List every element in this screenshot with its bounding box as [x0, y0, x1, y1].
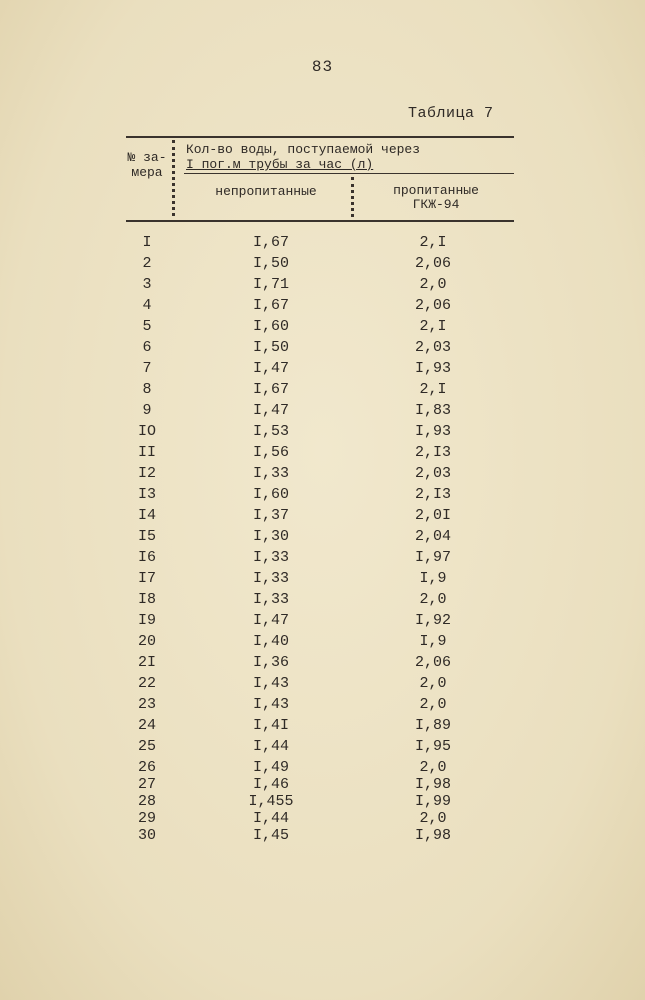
value-impregnated: I,95: [414, 738, 451, 755]
value-unimpregnated: I,45: [252, 827, 289, 844]
value-impregnated: 2,I: [419, 234, 447, 251]
value-impregnated: I,93: [414, 360, 451, 377]
value-unimpregnated: I,43: [252, 675, 289, 692]
table-row: [0, 507, 645, 527]
row-number: 3: [142, 276, 152, 293]
header-number-line: № за-: [127, 150, 167, 165]
value-unimpregnated: I,50: [252, 339, 289, 356]
header-main-line: I пог.м трубы за час (л): [186, 157, 374, 172]
table-row: [0, 318, 645, 338]
table-row: [0, 381, 645, 401]
header-measurement-number: [124, 150, 170, 180]
header-impregnated-line: пропитанные: [393, 183, 479, 198]
row-number: I5: [137, 528, 156, 545]
table-row: [0, 297, 645, 317]
value-unimpregnated: I,47: [252, 360, 289, 377]
value-unimpregnated: I,4I: [252, 717, 289, 734]
row-number: I2: [137, 465, 156, 482]
value-unimpregnated: I,67: [252, 297, 289, 314]
row-number: I9: [137, 612, 156, 629]
row-number: 26: [137, 759, 156, 776]
value-unimpregnated: I,33: [252, 465, 289, 482]
value-unimpregnated: I,46: [252, 776, 289, 793]
value-impregnated: I,9: [419, 633, 447, 650]
table-row: [0, 696, 645, 716]
value-impregnated: 2,I: [419, 381, 447, 398]
table-row: [0, 612, 645, 632]
value-unimpregnated: I,44: [252, 810, 289, 827]
value-unimpregnated: I,56: [252, 444, 289, 461]
value-unimpregnated: I,47: [252, 612, 289, 629]
table-row: [0, 255, 645, 275]
header-impregnated: [356, 184, 516, 212]
value-impregnated: 2,0: [419, 810, 447, 827]
header-impregnated-line: ГКЖ-94: [412, 197, 460, 212]
value-unimpregnated: I,47: [252, 402, 289, 419]
value-impregnated: 2,0: [419, 696, 447, 713]
row-number: 8: [142, 381, 152, 398]
value-impregnated: 2,03: [414, 339, 451, 356]
table-row: [0, 402, 645, 422]
header-unimpregnated: непропитанные: [215, 184, 317, 199]
header-sub-rule: [184, 173, 514, 174]
row-number: I4: [137, 507, 156, 524]
value-unimpregnated: I,67: [252, 381, 289, 398]
value-impregnated: 2,0: [419, 675, 447, 692]
value-unimpregnated: I,33: [252, 591, 289, 608]
table-row: [0, 591, 645, 611]
table-row: [0, 738, 645, 758]
table-row: [0, 654, 645, 674]
table-row: [0, 234, 645, 254]
value-impregnated: 2,0: [419, 591, 447, 608]
value-impregnated: I,97: [414, 549, 451, 566]
table-row: [0, 827, 645, 847]
subcolumn-divider-dotted: [351, 177, 354, 217]
row-number: 5: [142, 318, 152, 335]
row-number: 20: [137, 633, 156, 650]
header-bottom-rule: [126, 220, 514, 222]
table-row: [0, 444, 645, 464]
row-number: 4: [142, 297, 152, 314]
row-number: I8: [137, 591, 156, 608]
value-impregnated: 2,06: [414, 255, 451, 272]
row-number: I: [142, 234, 152, 251]
table-row: [0, 717, 645, 737]
row-number: 7: [142, 360, 152, 377]
row-number: 29: [137, 810, 156, 827]
row-number: I6: [137, 549, 156, 566]
value-impregnated: I,98: [414, 827, 451, 844]
table-row: [0, 360, 645, 380]
value-unimpregnated: I,33: [252, 570, 289, 587]
table-row: [0, 276, 645, 296]
value-impregnated: 2,I3: [414, 486, 451, 503]
value-impregnated: 2,03: [414, 465, 451, 482]
row-number: 27: [137, 776, 156, 793]
table-row: [0, 339, 645, 359]
value-impregnated: 2,06: [414, 297, 451, 314]
table-row: [0, 675, 645, 695]
row-number: 2: [142, 255, 152, 272]
header-number-line: мера: [131, 165, 163, 180]
row-number: 28: [137, 793, 156, 810]
value-impregnated: 2,06: [414, 654, 451, 671]
value-impregnated: I,9: [419, 570, 447, 587]
value-impregnated: I,92: [414, 612, 451, 629]
value-impregnated: 2,0: [419, 759, 447, 776]
value-impregnated: I,89: [414, 717, 451, 734]
value-unimpregnated: I,44: [252, 738, 289, 755]
value-unimpregnated: I,455: [248, 793, 294, 810]
row-number: 23: [137, 696, 156, 713]
value-impregnated: I,83: [414, 402, 451, 419]
value-impregnated: I,93: [414, 423, 451, 440]
value-unimpregnated: I,60: [252, 318, 289, 335]
value-impregnated: 2,04: [414, 528, 451, 545]
row-number: I3: [137, 486, 156, 503]
value-unimpregnated: I,43: [252, 696, 289, 713]
table-top-rule: [126, 136, 514, 138]
value-unimpregnated: I,49: [252, 759, 289, 776]
page-number: 83: [311, 58, 334, 76]
row-number: 2I: [137, 654, 156, 671]
value-unimpregnated: I,71: [252, 276, 289, 293]
row-number: 22: [137, 675, 156, 692]
row-number: 24: [137, 717, 156, 734]
value-unimpregnated: I,37: [252, 507, 289, 524]
value-unimpregnated: I,53: [252, 423, 289, 440]
value-unimpregnated: I,50: [252, 255, 289, 272]
value-unimpregnated: I,60: [252, 486, 289, 503]
value-unimpregnated: I,30: [252, 528, 289, 545]
table-row: [0, 549, 645, 569]
value-impregnated: 2,0I: [414, 507, 451, 524]
row-number: 30: [137, 827, 156, 844]
value-impregnated: 2,I: [419, 318, 447, 335]
table-row: [0, 570, 645, 590]
value-impregnated: 2,I3: [414, 444, 451, 461]
value-impregnated: 2,0: [419, 276, 447, 293]
value-unimpregnated: I,67: [252, 234, 289, 251]
value-unimpregnated: I,36: [252, 654, 289, 671]
value-unimpregnated: I,33: [252, 549, 289, 566]
row-number: II: [137, 444, 156, 461]
value-unimpregnated: I,40: [252, 633, 289, 650]
row-number: 9: [142, 402, 152, 419]
row-number: I7: [137, 570, 156, 587]
table-row: [0, 633, 645, 653]
row-number: IO: [137, 423, 156, 440]
row-number: 6: [142, 339, 152, 356]
header-main-line: Кол-во воды, поступаемой через: [186, 142, 421, 157]
table-row: [0, 423, 645, 443]
table-row: [0, 486, 645, 506]
header-water-quantity: [186, 142, 514, 172]
row-number: 25: [137, 738, 156, 755]
column-divider-dotted: [172, 140, 175, 216]
value-impregnated: I,99: [414, 793, 451, 810]
table-label: Таблица 7: [408, 105, 494, 122]
table-row: [0, 528, 645, 548]
value-impregnated: I,98: [414, 776, 451, 793]
table-row: [0, 465, 645, 485]
